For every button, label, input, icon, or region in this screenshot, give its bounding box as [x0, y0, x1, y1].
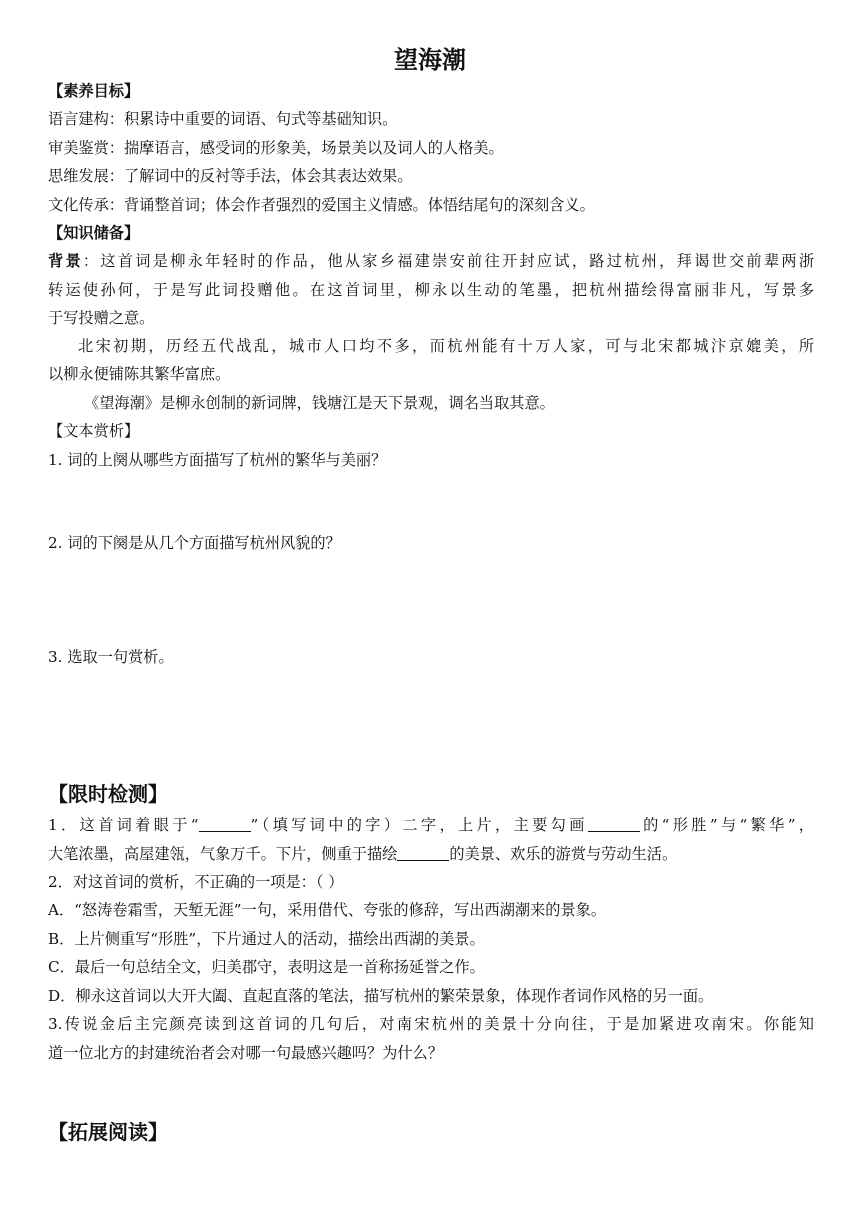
fill-blank[interactable] — [397, 844, 449, 861]
background-text: ：这首词是柳永年轻时的作品，他从家乡福建崇安前往开封应试，路过杭州，拜谒世交前辈两浙 — [82, 252, 815, 270]
history-paragraph-line: 北宋初期，历经五代战乱，城市人口均不多，而杭州能有十万人家，可与北宋都城汴京媲美，所 — [78, 337, 814, 355]
page-title: 望海潮 — [394, 46, 466, 74]
analysis-question: 1. 词的上阕从哪些方面描写了杭州的繁华与美丽？ — [48, 451, 387, 469]
test-question-2: 2．对这首词的赏析，不正确的一项是：（ ） — [48, 873, 344, 891]
fill-blank[interactable] — [588, 815, 640, 832]
test-question-1-line2 — [48, 843, 814, 865]
goal-item: 语言建构：积累诗中重要的词语、句式等基础知识。 — [48, 110, 398, 128]
q1-text: 的“形胜”与“繁华”， — [639, 816, 814, 834]
option-d: D．柳永这首词以大开大阖、直起直落的笔法，描写杭州的繁荣景象，体现作者词作风格的另一面。 — [48, 987, 714, 1005]
test-question-3: 3.传说金后主完颜亮读到这首词的几句后，对南宋杭州的美景十分向往，于是加紧进攻南宋。你能知 — [48, 1015, 814, 1033]
q1-text: 大笔浓墨，高屋建瓴，气象万千。下片，侧重于描绘 — [48, 845, 398, 863]
background-label: 背景 — [48, 252, 83, 270]
section-heading-goals: 【素养目标】 — [48, 82, 140, 100]
goal-item: 审美鉴赏：揣摩语言，感受词的形象美，场景美以及词人的人格美。 — [48, 139, 504, 157]
section-heading-test: 【限时检测】 — [48, 782, 168, 806]
background-paragraph-line: 于写投赠之意。 — [48, 309, 155, 327]
test-question-3-line2: 道一位北方的封建统治者会对哪一句最感兴趣吗？为什么？ — [48, 1044, 443, 1062]
history-paragraph-line: 以柳永便铺陈其繁华富庶。 — [48, 365, 231, 383]
q1-text: 的美景、欢乐的游赏与劳动生活。 — [449, 845, 678, 863]
option-c: C．最后一句总结全文，归美郡守，表明这是一首称扬延誉之作。 — [48, 958, 485, 976]
goal-item: 文化传承：背诵整首词；体会作者强烈的爱国主义情感。体悟结尾句的深刻含义。 — [48, 196, 595, 214]
test-question-1 — [48, 814, 814, 836]
section-heading-knowledge: 【知识储备】 — [48, 224, 140, 242]
section-heading-analysis: 【文本赏析】 — [48, 422, 140, 440]
background-paragraph-line: 转运使孙何，于是写此词投赠他。在这首词里，柳永以生动的笔墨，把杭州描绘得富丽非凡，写景多 — [48, 281, 814, 299]
option-b: B．上片侧重写“形胜”，下片通过人的活动，描绘出西湖的美景。 — [48, 930, 485, 948]
analysis-question: 3. 选取一句赏析。 — [48, 648, 174, 666]
background-paragraph-line — [48, 250, 814, 272]
goal-item: 思维发展：了解词中的反衬等手法，体会其表达效果。 — [48, 167, 413, 185]
q1-text: ”（填写词中的字）二字，上片，主要勾画 — [250, 816, 588, 834]
q1-text: 1．这首词着眼于“ — [48, 816, 199, 834]
fill-blank[interactable] — [199, 815, 251, 832]
tune-name-paragraph: 《望海潮》是柳永创制的新词牌，钱塘江是天下景观，调名当取其意。 — [84, 394, 555, 412]
option-a: A．“怒涛卷霜雪，天堑无涯”一句，采用借代、夸张的修辞，写出西湖潮来的景象。 — [48, 901, 607, 919]
section-heading-extend: 【拓展阅读】 — [48, 1120, 168, 1144]
analysis-question: 2. 词的下阕是从几个方面描写杭州风貌的？ — [48, 534, 341, 552]
